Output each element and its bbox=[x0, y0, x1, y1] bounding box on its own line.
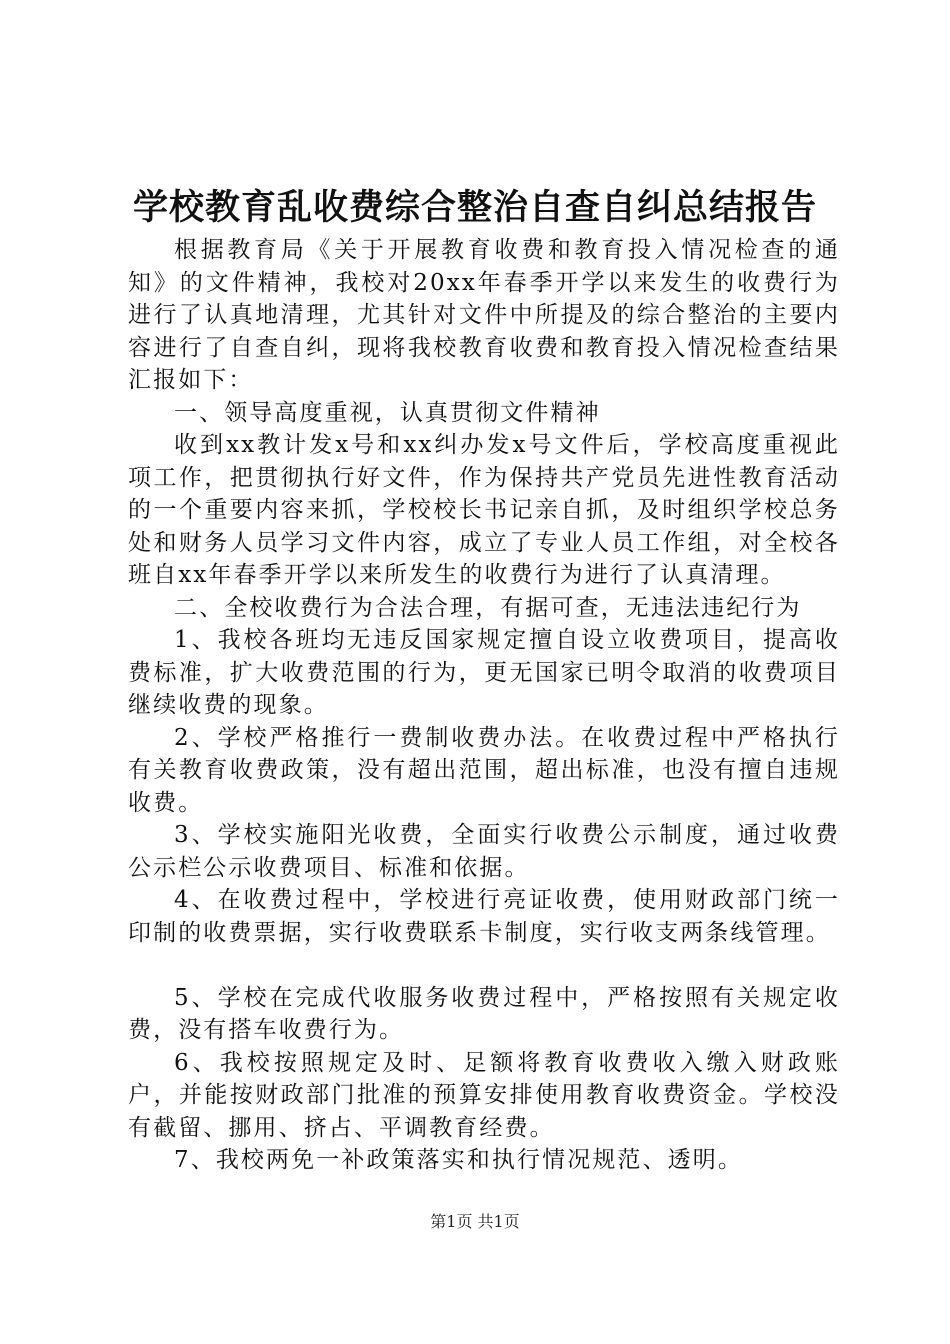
document-body bbox=[128, 234, 840, 1177]
page-footer: 第1页 共1页 bbox=[430, 1212, 520, 1231]
item-7-paragraph: 7、我校两免一补政策落实和执行情况规范、透明。 bbox=[174, 1147, 743, 1173]
item-2-paragraph: 2、学校严格推行一费制收费办法。在收费过程中严格执行有关教育收费政策，没有超出范围，超出标准，也没有擅自违规收费。 bbox=[128, 724, 840, 816]
item-5-paragraph: 5、学校在完成代收服务收费过程中，严格按照有关规定收费，没有搭车收费行为。 bbox=[128, 984, 840, 1043]
blank-line bbox=[128, 949, 840, 982]
item-4-paragraph: 4、在收费过程中，学校进行亮证收费，使用财政部门统一印制的收费票据，实行收费联系卡制度，实行收支两条线管理。 bbox=[128, 887, 840, 946]
item-6-paragraph: 6、我校按照规定及时、足额将教育收费收入缴入财政账户，并能按财政部门批准的预算安排使用教育收费资金。学校没有截留、挪用、挤占、平调教育经费。 bbox=[128, 1049, 840, 1141]
document-title: 学校教育乱收费综合整治自查自纠总结报告 bbox=[132, 187, 817, 228]
item-1-paragraph: 1、我校各班均无违反国家规定擅自设立收费项目，提高收费标准，扩大收费范围的行为，更无国家已明令取消的收费项目继续收费的现象。 bbox=[128, 627, 840, 718]
intro-paragraph: 根据教育局《关于开展教育收费和教育投入情况检查的通知》的文件精神，我校对20xx年春季开学以来发生的收费行为进行了认真地清理，尤其针对文件中所提及的综合整治的主要内容进行了自查自纠，现将我校教育收费和教育投入情况检查结果汇报如下： bbox=[128, 237, 840, 393]
section-heading-2: 二、全校收费行为合法合理，有据可查，无违法违纪行为 bbox=[174, 594, 802, 621]
item-3-paragraph: 3、学校实施阳光收费，全面实行收费公示制度，通过收费公示栏公示收费项目、标准和依据。 bbox=[128, 822, 840, 881]
section-heading-1: 一、领导高度重视，认真贯彻文件精神 bbox=[174, 399, 601, 426]
section-1-paragraph: 收到xx教计发x号和xx纠办发x号文件后，学校高度重视此项工作，把贯彻执行好文件，作为保持共产党员先进性教育活动的一个重要内容来抓，学校校长书记亲自抓，及时组织学校总务处和财务人员学习文件内容，成立了专业人员工作组，对全校各班自xx年春季开学以来所发生的收费行为进行了认真清理。 bbox=[128, 432, 840, 588]
